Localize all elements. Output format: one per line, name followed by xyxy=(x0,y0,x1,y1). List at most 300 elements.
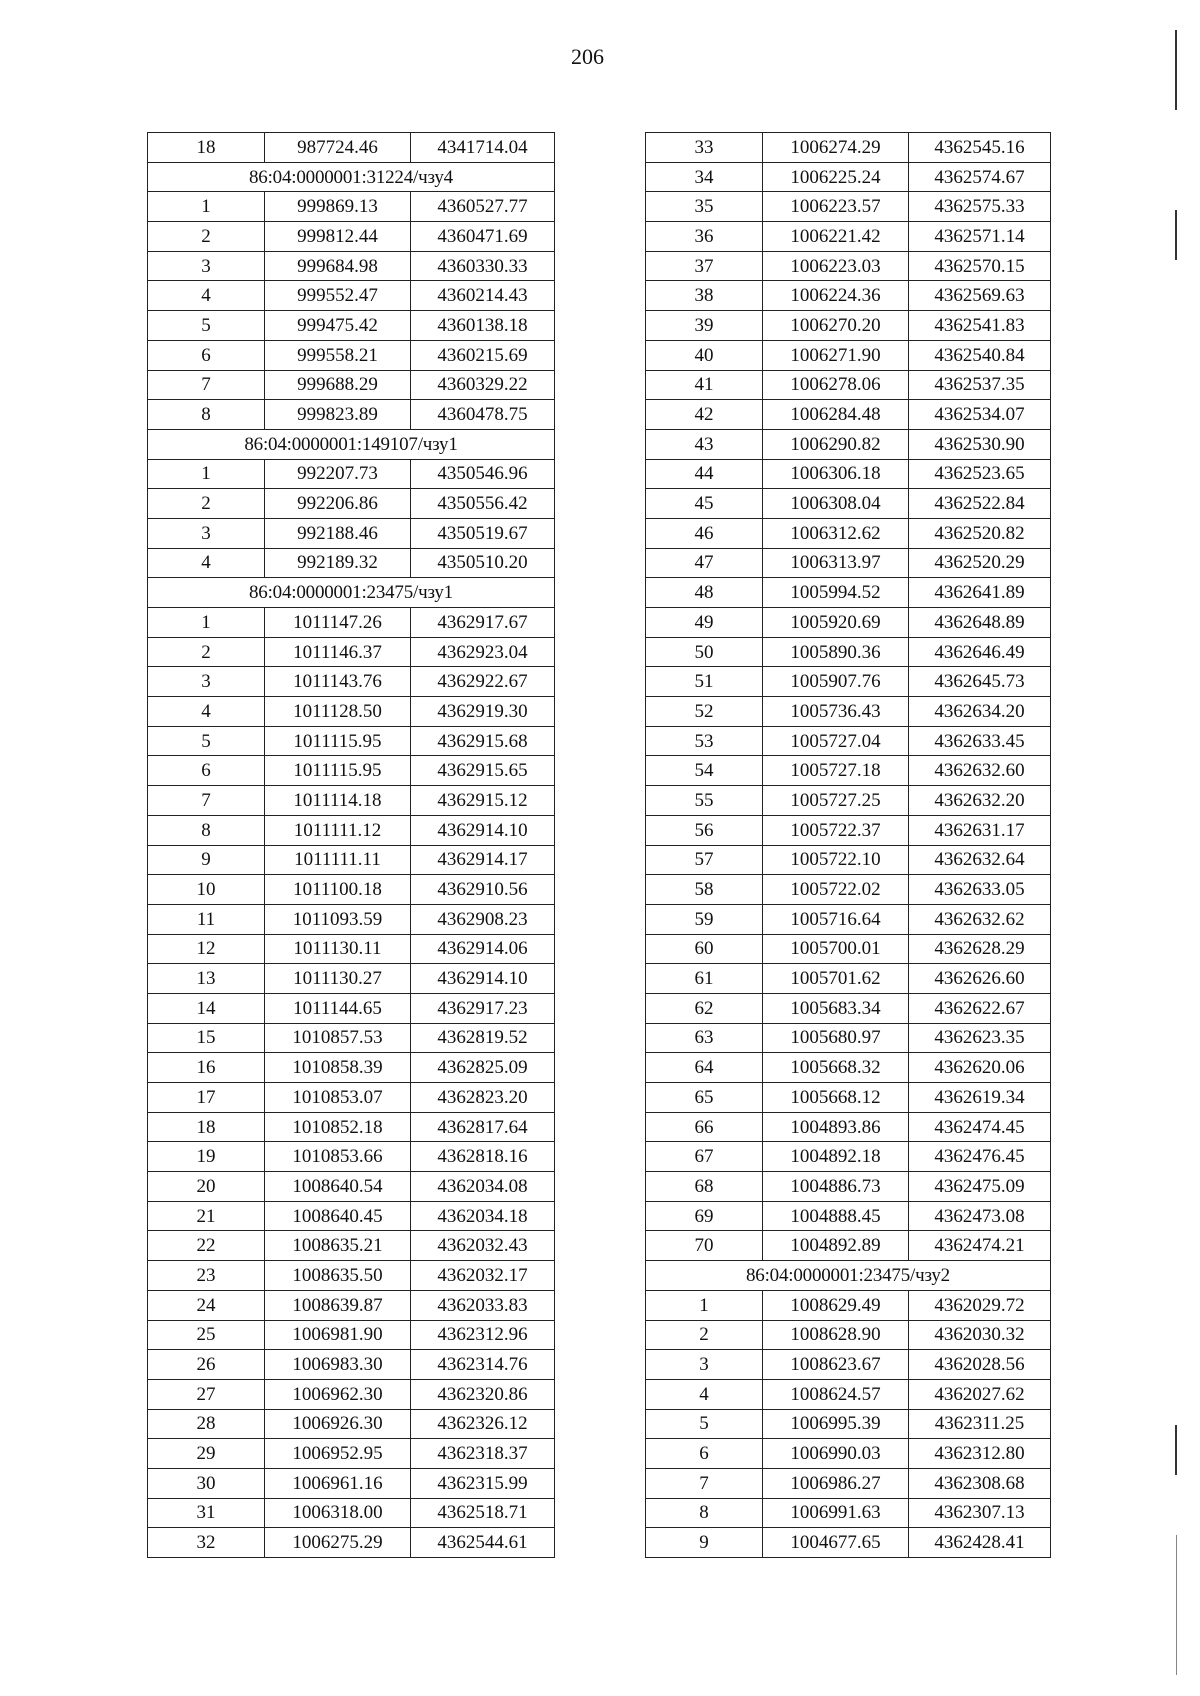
y-coordinate-cell: 4362312.96 xyxy=(411,1320,555,1350)
point-number-cell: 2 xyxy=(148,637,265,667)
table-row xyxy=(646,459,1051,489)
x-coordinate-cell: 999552.47 xyxy=(265,281,411,311)
x-coordinate-cell: 1006275.29 xyxy=(265,1528,411,1558)
section-header-row xyxy=(148,429,555,459)
x-coordinate-cell: 1006271.90 xyxy=(763,340,909,370)
table-row xyxy=(148,340,555,370)
table-row xyxy=(148,1112,555,1142)
x-coordinate-cell: 992206.86 xyxy=(265,489,411,519)
y-coordinate-cell: 4362523.65 xyxy=(909,459,1051,489)
x-coordinate-cell: 1004892.18 xyxy=(763,1142,909,1172)
point-number-cell: 14 xyxy=(148,993,265,1023)
y-coordinate-cell: 4362922.67 xyxy=(411,667,555,697)
y-coordinate-cell: 4362034.18 xyxy=(411,1201,555,1231)
x-coordinate-cell: 1004892.89 xyxy=(763,1231,909,1261)
y-coordinate-cell: 4360471.69 xyxy=(411,222,555,252)
table-row xyxy=(148,1528,555,1558)
table-row xyxy=(646,1142,1051,1172)
point-number-cell: 27 xyxy=(148,1379,265,1409)
x-coordinate-cell: 1011130.11 xyxy=(265,934,411,964)
y-coordinate-cell: 4362633.05 xyxy=(909,875,1051,905)
y-coordinate-cell: 4362632.64 xyxy=(909,845,1051,875)
y-coordinate-cell: 4362620.06 xyxy=(909,1053,1051,1083)
table-row xyxy=(646,162,1051,192)
x-coordinate-cell: 1010853.66 xyxy=(265,1142,411,1172)
table-row xyxy=(148,1142,555,1172)
point-number-cell: 2 xyxy=(646,1320,763,1350)
page-number: 206 xyxy=(571,44,604,69)
point-number-cell: 7 xyxy=(148,370,265,400)
table-row xyxy=(646,1112,1051,1142)
y-coordinate-cell: 4362308.68 xyxy=(909,1468,1051,1498)
y-coordinate-cell: 4360329.22 xyxy=(411,370,555,400)
x-coordinate-cell: 999869.13 xyxy=(265,192,411,222)
y-coordinate-cell: 4362641.89 xyxy=(909,578,1051,608)
table-row xyxy=(646,1379,1051,1409)
y-coordinate-cell: 4362027.62 xyxy=(909,1379,1051,1409)
y-coordinate-cell: 4350519.67 xyxy=(411,518,555,548)
x-coordinate-cell: 999812.44 xyxy=(265,222,411,252)
scan-edge-mark xyxy=(1175,210,1177,260)
y-coordinate-cell: 4350510.20 xyxy=(411,548,555,578)
table-body-right xyxy=(646,133,1051,1558)
x-coordinate-cell: 1006270.20 xyxy=(763,311,909,341)
point-number-cell: 13 xyxy=(148,964,265,994)
point-number-cell: 3 xyxy=(148,667,265,697)
y-coordinate-cell: 4362917.23 xyxy=(411,993,555,1023)
table-row xyxy=(646,251,1051,281)
y-coordinate-cell: 4362914.10 xyxy=(411,964,555,994)
table-row xyxy=(148,1498,555,1528)
x-coordinate-cell: 1005668.32 xyxy=(763,1053,909,1083)
table-row xyxy=(148,1231,555,1261)
table-row xyxy=(646,340,1051,370)
x-coordinate-cell: 1005668.12 xyxy=(763,1083,909,1113)
table-row xyxy=(646,1528,1051,1558)
y-coordinate-cell: 4350556.42 xyxy=(411,489,555,519)
x-coordinate-cell: 1008639.87 xyxy=(265,1290,411,1320)
point-number-cell: 5 xyxy=(148,726,265,756)
point-number-cell: 39 xyxy=(646,311,763,341)
y-coordinate-cell: 4362534.07 xyxy=(909,400,1051,430)
y-coordinate-cell: 4362320.86 xyxy=(411,1379,555,1409)
table-row xyxy=(148,251,555,281)
point-number-cell: 67 xyxy=(646,1142,763,1172)
y-coordinate-cell: 4362574.67 xyxy=(909,162,1051,192)
x-coordinate-cell: 1006284.48 xyxy=(763,400,909,430)
point-number-cell: 3 xyxy=(646,1350,763,1380)
point-number-cell: 68 xyxy=(646,1172,763,1202)
point-number-cell: 3 xyxy=(148,518,265,548)
point-number-cell: 31 xyxy=(148,1498,265,1528)
x-coordinate-cell: 1005994.52 xyxy=(763,578,909,608)
point-number-cell: 5 xyxy=(646,1409,763,1439)
y-coordinate-cell: 4362428.41 xyxy=(909,1528,1051,1558)
point-number-cell: 66 xyxy=(646,1112,763,1142)
table-row xyxy=(148,697,555,727)
y-coordinate-cell: 4362917.67 xyxy=(411,608,555,638)
x-coordinate-cell: 1010852.18 xyxy=(265,1112,411,1142)
x-coordinate-cell: 1004888.45 xyxy=(763,1201,909,1231)
x-coordinate-cell: 1011111.11 xyxy=(265,845,411,875)
x-coordinate-cell: 1011144.65 xyxy=(265,993,411,1023)
point-number-cell: 1 xyxy=(148,608,265,638)
point-number-cell: 17 xyxy=(148,1083,265,1113)
table-row xyxy=(646,548,1051,578)
point-number-cell: 41 xyxy=(646,370,763,400)
point-number-cell: 8 xyxy=(148,815,265,845)
table-row xyxy=(148,370,555,400)
parcel-header-cell: 86:04:0000001:23475/чзу2 xyxy=(646,1261,1051,1291)
table-row xyxy=(646,370,1051,400)
table-row xyxy=(148,875,555,905)
table-row xyxy=(148,786,555,816)
table-row xyxy=(646,1083,1051,1113)
table-row xyxy=(148,281,555,311)
table-row xyxy=(148,1439,555,1469)
y-coordinate-cell: 4362537.35 xyxy=(909,370,1051,400)
table-row xyxy=(148,192,555,222)
table-row xyxy=(148,1261,555,1291)
x-coordinate-cell: 1006306.18 xyxy=(763,459,909,489)
table-row xyxy=(148,964,555,994)
y-coordinate-cell: 4362575.33 xyxy=(909,192,1051,222)
table-row xyxy=(148,1468,555,1498)
scan-edge-mark xyxy=(1175,30,1177,110)
y-coordinate-cell: 4362823.20 xyxy=(411,1083,555,1113)
x-coordinate-cell: 999823.89 xyxy=(265,400,411,430)
y-coordinate-cell: 4362030.32 xyxy=(909,1320,1051,1350)
y-coordinate-cell: 4362570.15 xyxy=(909,251,1051,281)
point-number-cell: 4 xyxy=(148,697,265,727)
y-coordinate-cell: 4362818.16 xyxy=(411,1142,555,1172)
point-number-cell: 21 xyxy=(148,1201,265,1231)
table-row xyxy=(148,1379,555,1409)
point-number-cell: 32 xyxy=(148,1528,265,1558)
y-coordinate-cell: 4362914.10 xyxy=(411,815,555,845)
x-coordinate-cell: 1005920.69 xyxy=(763,608,909,638)
table-row xyxy=(646,667,1051,697)
point-number-cell: 38 xyxy=(646,281,763,311)
point-number-cell: 35 xyxy=(646,192,763,222)
x-coordinate-cell: 1008624.57 xyxy=(763,1379,909,1409)
point-number-cell: 57 xyxy=(646,845,763,875)
table-row xyxy=(646,1439,1051,1469)
y-coordinate-cell: 4362622.67 xyxy=(909,993,1051,1023)
x-coordinate-cell: 1011111.12 xyxy=(265,815,411,845)
table-body-left xyxy=(148,133,555,1558)
table-row xyxy=(148,222,555,252)
point-number-cell: 1 xyxy=(148,459,265,489)
x-coordinate-cell: 1005907.76 xyxy=(763,667,909,697)
x-coordinate-cell: 1004886.73 xyxy=(763,1172,909,1202)
y-coordinate-cell: 4362633.45 xyxy=(909,726,1051,756)
table-row xyxy=(148,518,555,548)
y-coordinate-cell: 4362923.04 xyxy=(411,637,555,667)
y-coordinate-cell: 4362476.45 xyxy=(909,1142,1051,1172)
y-coordinate-cell: 4362033.83 xyxy=(411,1290,555,1320)
x-coordinate-cell: 1006926.30 xyxy=(265,1409,411,1439)
y-coordinate-cell: 4362522.84 xyxy=(909,489,1051,519)
x-coordinate-cell: 1005701.62 xyxy=(763,964,909,994)
x-coordinate-cell: 1008635.50 xyxy=(265,1261,411,1291)
point-number-cell: 7 xyxy=(646,1468,763,1498)
table-row xyxy=(646,904,1051,934)
y-coordinate-cell: 4362632.62 xyxy=(909,904,1051,934)
x-coordinate-cell: 1005890.36 xyxy=(763,637,909,667)
table-row xyxy=(646,311,1051,341)
point-number-cell: 69 xyxy=(646,1201,763,1231)
table-row xyxy=(148,667,555,697)
y-coordinate-cell: 4362474.21 xyxy=(909,1231,1051,1261)
point-number-cell: 28 xyxy=(148,1409,265,1439)
y-coordinate-cell: 4341714.04 xyxy=(411,133,555,163)
point-number-cell: 9 xyxy=(148,845,265,875)
x-coordinate-cell: 1008635.21 xyxy=(265,1231,411,1261)
parcel-header-cell: 86:04:0000001:149107/чзу1 xyxy=(148,429,555,459)
y-coordinate-cell: 4362619.34 xyxy=(909,1083,1051,1113)
y-coordinate-cell: 4362034.08 xyxy=(411,1172,555,1202)
x-coordinate-cell: 1005736.43 xyxy=(763,697,909,727)
y-coordinate-cell: 4362029.72 xyxy=(909,1290,1051,1320)
y-coordinate-cell: 4362518.71 xyxy=(411,1498,555,1528)
x-coordinate-cell: 1005722.37 xyxy=(763,815,909,845)
table-row xyxy=(646,608,1051,638)
table-row xyxy=(148,1409,555,1439)
y-coordinate-cell: 4360138.18 xyxy=(411,311,555,341)
x-coordinate-cell: 999558.21 xyxy=(265,340,411,370)
point-number-cell: 49 xyxy=(646,608,763,638)
table-row xyxy=(148,608,555,638)
scan-edge-mark xyxy=(1176,1535,1177,1675)
table-row xyxy=(646,815,1051,845)
y-coordinate-cell: 4362571.14 xyxy=(909,222,1051,252)
table-row xyxy=(148,1053,555,1083)
y-coordinate-cell: 4362520.82 xyxy=(909,518,1051,548)
parcel-header-cell: 86:04:0000001:31224/чзу4 xyxy=(148,162,555,192)
y-coordinate-cell: 4362623.35 xyxy=(909,1023,1051,1053)
point-number-cell: 4 xyxy=(148,281,265,311)
table-row xyxy=(148,726,555,756)
point-number-cell: 40 xyxy=(646,340,763,370)
x-coordinate-cell: 1011115.95 xyxy=(265,726,411,756)
point-number-cell: 23 xyxy=(148,1261,265,1291)
x-coordinate-cell: 1005722.02 xyxy=(763,875,909,905)
table-row xyxy=(646,429,1051,459)
point-number-cell: 6 xyxy=(148,340,265,370)
table-row xyxy=(646,1053,1051,1083)
point-number-cell: 59 xyxy=(646,904,763,934)
table-row xyxy=(148,1201,555,1231)
table-row xyxy=(646,222,1051,252)
section-header-row xyxy=(148,578,555,608)
point-number-cell: 24 xyxy=(148,1290,265,1320)
table-row xyxy=(148,489,555,519)
x-coordinate-cell: 1011130.27 xyxy=(265,964,411,994)
table-row xyxy=(148,1023,555,1053)
x-coordinate-cell: 987724.46 xyxy=(265,133,411,163)
x-coordinate-cell: 1011093.59 xyxy=(265,904,411,934)
y-coordinate-cell: 4362312.80 xyxy=(909,1439,1051,1469)
coordinates-table-left xyxy=(147,132,555,1558)
point-number-cell: 10 xyxy=(148,875,265,905)
point-number-cell: 5 xyxy=(148,311,265,341)
x-coordinate-cell: 1010857.53 xyxy=(265,1023,411,1053)
y-coordinate-cell: 4362914.17 xyxy=(411,845,555,875)
point-number-cell: 45 xyxy=(646,489,763,519)
point-number-cell: 11 xyxy=(148,904,265,934)
point-number-cell: 12 xyxy=(148,934,265,964)
x-coordinate-cell: 1006290.82 xyxy=(763,429,909,459)
x-coordinate-cell: 1008640.54 xyxy=(265,1172,411,1202)
table-row xyxy=(148,1083,555,1113)
table-row xyxy=(646,1231,1051,1261)
x-coordinate-cell: 1011128.50 xyxy=(265,697,411,727)
x-coordinate-cell: 1006313.97 xyxy=(763,548,909,578)
y-coordinate-cell: 4362307.13 xyxy=(909,1498,1051,1528)
y-coordinate-cell: 4362915.68 xyxy=(411,726,555,756)
y-coordinate-cell: 4362475.09 xyxy=(909,1172,1051,1202)
x-coordinate-cell: 1011114.18 xyxy=(265,786,411,816)
x-coordinate-cell: 1005683.34 xyxy=(763,993,909,1023)
point-number-cell: 22 xyxy=(148,1231,265,1261)
y-coordinate-cell: 4362569.63 xyxy=(909,281,1051,311)
table-row xyxy=(646,1498,1051,1528)
x-coordinate-cell: 1006961.16 xyxy=(265,1468,411,1498)
table-row xyxy=(646,637,1051,667)
x-coordinate-cell: 1005680.97 xyxy=(763,1023,909,1053)
point-number-cell: 36 xyxy=(646,222,763,252)
point-number-cell: 7 xyxy=(148,786,265,816)
point-number-cell: 1 xyxy=(148,192,265,222)
section-header-row xyxy=(148,162,555,192)
y-coordinate-cell: 4362910.56 xyxy=(411,875,555,905)
x-coordinate-cell: 1008629.49 xyxy=(763,1290,909,1320)
point-number-cell: 20 xyxy=(148,1172,265,1202)
x-coordinate-cell: 999475.42 xyxy=(265,311,411,341)
y-coordinate-cell: 4350546.96 xyxy=(411,459,555,489)
y-coordinate-cell: 4360215.69 xyxy=(411,340,555,370)
table-row xyxy=(646,934,1051,964)
y-coordinate-cell: 4362545.16 xyxy=(909,133,1051,163)
table-row xyxy=(646,400,1051,430)
point-number-cell: 33 xyxy=(646,133,763,163)
table-row xyxy=(646,1350,1051,1380)
point-number-cell: 19 xyxy=(148,1142,265,1172)
y-coordinate-cell: 4362541.83 xyxy=(909,311,1051,341)
table-row xyxy=(148,459,555,489)
point-number-cell: 18 xyxy=(148,133,265,163)
point-number-cell: 26 xyxy=(148,1350,265,1380)
table-row xyxy=(148,548,555,578)
table-row xyxy=(148,637,555,667)
x-coordinate-cell: 1006990.03 xyxy=(763,1439,909,1469)
point-number-cell: 65 xyxy=(646,1083,763,1113)
y-coordinate-cell: 4362544.61 xyxy=(411,1528,555,1558)
y-coordinate-cell: 4360527.77 xyxy=(411,192,555,222)
point-number-cell: 1 xyxy=(646,1290,763,1320)
x-coordinate-cell: 1011146.37 xyxy=(265,637,411,667)
point-number-cell: 50 xyxy=(646,637,763,667)
y-coordinate-cell: 4362318.37 xyxy=(411,1439,555,1469)
y-coordinate-cell: 4362825.09 xyxy=(411,1053,555,1083)
x-coordinate-cell: 999684.98 xyxy=(265,251,411,281)
table-row xyxy=(646,1290,1051,1320)
table-row xyxy=(646,875,1051,905)
x-coordinate-cell: 1006952.95 xyxy=(265,1439,411,1469)
y-coordinate-cell: 4362315.99 xyxy=(411,1468,555,1498)
x-coordinate-cell: 1006274.29 xyxy=(763,133,909,163)
y-coordinate-cell: 4362645.73 xyxy=(909,667,1051,697)
point-number-cell: 53 xyxy=(646,726,763,756)
point-number-cell: 42 xyxy=(646,400,763,430)
point-number-cell: 52 xyxy=(646,697,763,727)
table-row xyxy=(148,934,555,964)
table-row xyxy=(148,133,555,163)
x-coordinate-cell: 1005727.25 xyxy=(763,786,909,816)
x-coordinate-cell: 992188.46 xyxy=(265,518,411,548)
y-coordinate-cell: 4362646.49 xyxy=(909,637,1051,667)
table-row xyxy=(148,756,555,786)
point-number-cell: 16 xyxy=(148,1053,265,1083)
table-row xyxy=(646,192,1051,222)
y-coordinate-cell: 4362634.20 xyxy=(909,697,1051,727)
x-coordinate-cell: 1006224.36 xyxy=(763,281,909,311)
table-row xyxy=(148,1320,555,1350)
x-coordinate-cell: 1005716.64 xyxy=(763,904,909,934)
table-row xyxy=(148,400,555,430)
x-coordinate-cell: 1005722.10 xyxy=(763,845,909,875)
y-coordinate-cell: 4362032.43 xyxy=(411,1231,555,1261)
point-number-cell: 51 xyxy=(646,667,763,697)
table-row xyxy=(148,311,555,341)
x-coordinate-cell: 1005700.01 xyxy=(763,934,909,964)
table-row xyxy=(646,1023,1051,1053)
point-number-cell: 54 xyxy=(646,756,763,786)
parcel-header-cell: 86:04:0000001:23475/чзу1 xyxy=(148,578,555,608)
table-row xyxy=(148,993,555,1023)
y-coordinate-cell: 4360214.43 xyxy=(411,281,555,311)
table-row xyxy=(646,1320,1051,1350)
x-coordinate-cell: 1008623.67 xyxy=(763,1350,909,1380)
x-coordinate-cell: 1011115.95 xyxy=(265,756,411,786)
point-number-cell: 46 xyxy=(646,518,763,548)
x-coordinate-cell: 1006223.57 xyxy=(763,192,909,222)
y-coordinate-cell: 4362648.89 xyxy=(909,608,1051,638)
x-coordinate-cell: 1011147.26 xyxy=(265,608,411,638)
point-number-cell: 8 xyxy=(148,400,265,430)
table-row xyxy=(148,1290,555,1320)
y-coordinate-cell: 4362915.12 xyxy=(411,786,555,816)
y-coordinate-cell: 4362628.29 xyxy=(909,934,1051,964)
x-coordinate-cell: 1006991.63 xyxy=(763,1498,909,1528)
coordinates-table-right xyxy=(645,132,1051,1558)
x-coordinate-cell: 1011100.18 xyxy=(265,875,411,905)
point-number-cell: 56 xyxy=(646,815,763,845)
x-coordinate-cell: 1006278.06 xyxy=(763,370,909,400)
point-number-cell: 48 xyxy=(646,578,763,608)
x-coordinate-cell: 992207.73 xyxy=(265,459,411,489)
table-row xyxy=(646,133,1051,163)
x-coordinate-cell: 1011143.76 xyxy=(265,667,411,697)
point-number-cell: 4 xyxy=(148,548,265,578)
x-coordinate-cell: 1006983.30 xyxy=(265,1350,411,1380)
y-coordinate-cell: 4362632.20 xyxy=(909,786,1051,816)
x-coordinate-cell: 1004893.86 xyxy=(763,1112,909,1142)
point-number-cell: 15 xyxy=(148,1023,265,1053)
x-coordinate-cell: 1008628.90 xyxy=(763,1320,909,1350)
table-row xyxy=(148,904,555,934)
